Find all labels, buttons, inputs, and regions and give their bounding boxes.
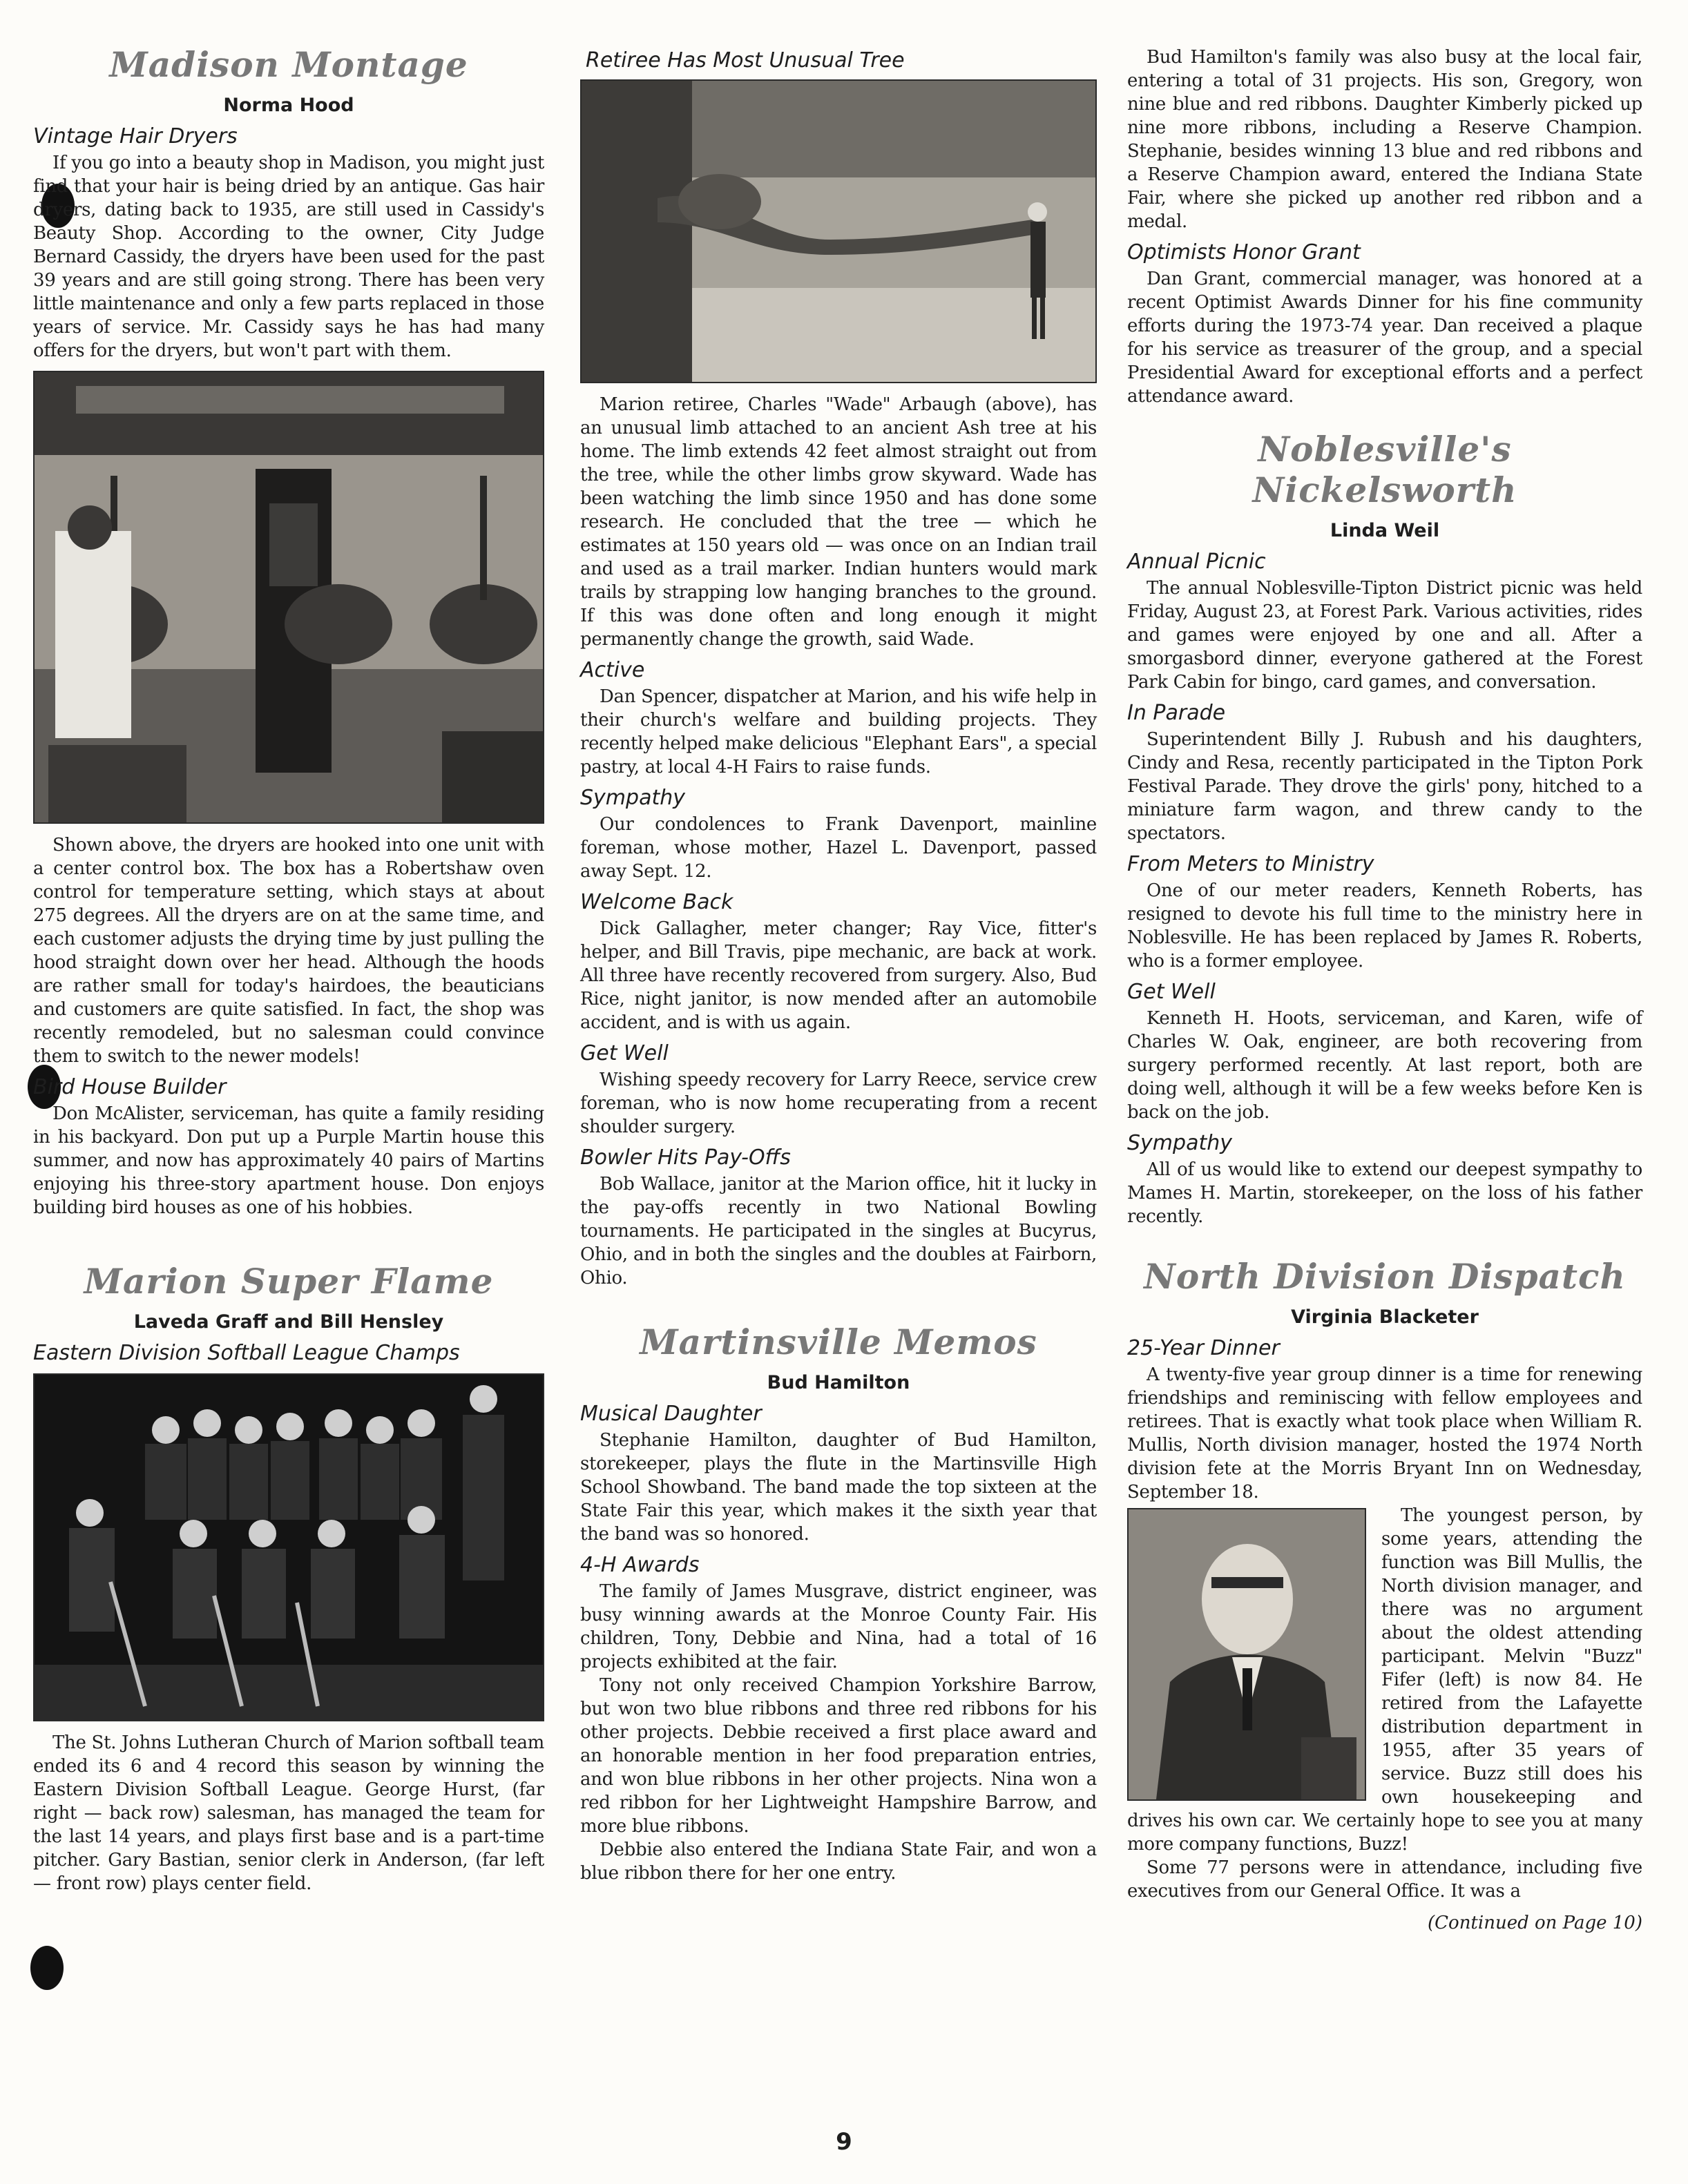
article-bird-house-builder: Don McAlister, serviceman, has quite a family residing in his backyard. Don put up a Purple Martin house this summer, and now has approximately 40 pairs of Martins enjoying his three-story apartment house. Don enjoys building bird houses as one of his hobbies. <box>33 1103 544 1218</box>
hair-dryers-illustration <box>35 372 544 822</box>
softball-team-illustration <box>35 1375 544 1720</box>
heading-optimists-honor: Optimists Honor Grant <box>1127 240 1361 264</box>
article-25-year-dinner-p1: A twenty-five year group dinner is a time for renewing friendships and reminiscing with fellow employees and retirees. That is exactly what took place when William R. Mullis, North division manager, hosted the 1974 North division fete at the Morris Bryant Inn on Wednesday, September 18. <box>1127 1364 1642 1502</box>
article-optimists-honor: Dan Grant, commercial manager, was honored at a recent Optimist Awards Dinner for his fine community efforts during the 1973-74 year. Dan received a plaque for his service as treasurer of the group, and a special Presidential Award for exceptional efforts and a perfect attendance award. <box>1127 269 1642 407</box>
article-active: Dan Spencer, dispatcher at Marion, and his wife help in their church's welfare and building projects. They recently helped make delicious "Elephant Ears", a special pastry, at local 4-H Fairs to raise funds. <box>580 686 1097 777</box>
byline-norma-hood: Norma Hood <box>223 95 354 116</box>
article-sympathy: Our condolences to Frank Davenport, mainline foreman, whose mother, Hazel L. Davenport, passed away Sept. 12. <box>580 814 1097 882</box>
heading-musical-daughter: Musical Daughter <box>580 1402 762 1426</box>
heading-active: Active <box>580 658 645 682</box>
article-vintage-hair-dryers: If you go into a beauty shop in Madison, you might just find that your hair is being dried by an antique. Gas hair dryers, dating back to 1935, are still used in Cassidy's Beauty Shop. According to the owner, City Judge Bernard Cassidy, the dryers have been used for the past 39 years and are still going strong. There has been very little maintenance and only a few parts replaced in those years of service. Mr. Cassidy says he has had many offers for the dryers, but won't part with them. <box>33 153 544 361</box>
byline-virginia-blacketer: Virginia Blacketer <box>1291 1306 1479 1328</box>
heading-4h-awards: 4-H Awards <box>580 1553 700 1577</box>
section-title-marion-super-flame: Marion Super Flame <box>84 1261 494 1302</box>
article-meters-ministry: One of our meter readers, Kenneth Roberts, has resigned to devote his full time to the ministry here in Noblesville. He has been replaced by James R. Roberts, who is a former employee. <box>1127 880 1642 972</box>
photo-buzz-fifer <box>1127 1508 1366 1801</box>
article-annual-picnic: The annual Noblesville-Tipton District picnic was held Friday, August 23, at Forest Park. Various activities, rides and games were enjoyed by one and all. After a smorgasbord dinner, everyone gathered at the Forest Park Cabin for bingo, card games, and conversation. <box>1127 578 1642 693</box>
article-25-year-dinner-p3: Some 77 persons were in attendance, including five executives from our General Office. It was a <box>1127 1857 1642 1902</box>
heading-sympathy: Sympathy <box>580 786 685 810</box>
article-4h-awards-p2: Tony not only received Champion Yorkshire Barrow, but won two blue ribbons and three red ribbons for his other projects. Debbie received a first place award and an honorable mention in her food preparation entries, and won blue ribbons in her other projects. Nina won a red ribbon for her Lightweight Hampshire Barrow, and more blue ribbons. <box>580 1675 1097 1837</box>
heading-vintage-hair-dryers: Vintage Hair Dryers <box>33 124 238 148</box>
article-sympathy-noblesville: All of us would like to extend our deepest sympathy to Mames H. Martin, storekeeper, on the loss of his father recently. <box>1127 1159 1642 1227</box>
buzz-fifer-portrait <box>1129 1509 1365 1799</box>
article-get-well-noblesville: Kenneth H. Hoots, serviceman, and Karen, wife of Charles W. Oak, engineer, are both recovering from surgery performed recently. At last report, both are doing well, although it will be a few weeks before Ken is back on the job. <box>1127 1008 1642 1123</box>
column-3 <box>1127 46 1642 1933</box>
section-title-martinsville-memos: Martinsville Memos <box>640 1322 1037 1362</box>
page-number: 9 <box>836 2128 852 2156</box>
caption-hair-dryers: Shown above, the dryers are hooked into one unit with a center control box. The box has a Robertshaw oven control for temperature setting, which stays at about 275 degrees. All the dryers are on at the same time, and each customer adjusts the drying time by just pulling the hood straight down over her head. Although the hoods are rather small for today's hairdoes, the beauticians and customers are quite satisfied. In fact, the shop was recently remodeled, but no salesman could convince them to switch to the newer models! <box>33 835 544 1067</box>
caption-softball-team: The St. Johns Lutheran Church of Marion softball team ended its 6 and 4 record this season by winning the Eastern Division Softball League. George Hurst, (far right — back row) salesman, has managed the team for the last 14 years, and plays first base and is a part-time pitcher. Gary Bastian, senior clerk in Anderson, (far left — front row) plays center field. <box>33 1732 544 1894</box>
article-welcome-back: Dick Gallagher, meter changer; Ray Vice, fitter's helper, and Bill Travis, pipe mechanic, are back at work. All three have recently recovered from surgery. Also, Bud Rice, night janitor, is now mended after an automobile accident, and is with us again. <box>580 918 1097 1033</box>
photo-softball-team <box>33 1373 544 1721</box>
heading-sympathy-noblesville: Sympathy <box>1127 1131 1232 1155</box>
article-hamilton-family: Bud Hamilton's family was also busy at the local fair, entering a total of 31 projects. His son, Gregory, won nine blue and red ribbons. Daughter Kimberly picked up nine more ribbons, including a Reserve Champion. Stephanie, besides winning 13 blue and red ribbons and a Reserve Champion award, entered the Indiana State Fair, where she picked up another red ribbon and a medal. <box>1127 47 1642 232</box>
punch-hole-bottom <box>30 1946 64 1990</box>
tree-limb-illustration <box>582 81 1097 382</box>
article-get-well: Wishing speedy recovery for Larry Reece, service crew foreman, who is now home recuperating from a recent shoulder surgery. <box>580 1070 1097 1137</box>
column-1 <box>33 41 544 1895</box>
heading-softball-champs: Eastern Division Softball League Champs <box>33 1341 460 1365</box>
article-bowler: Bob Wallace, janitor at the Marion office, hit it lucky in the pay-offs recently in two National Bowling tournaments. He participated in the singles at Bucyrus, Ohio, and in both the singles and the doubles at Fairborn, Ohio. <box>580 1174 1097 1288</box>
continued-note: (Continued on Page 10) <box>1428 1913 1642 1933</box>
article-25-year-dinner-p2: The youngest person, by some years, attending the function was Bill Mullis, the North division manager, and there was no argument about the oldest attending participant. Melvin "Buzz" Fifer (left) is now 84. He retired from the Lafayette distribution department in 1955, after 35 years of service. Buzz still does his own housekeeping and drives his own car. We certainly hope to see you at many more company functions, Buzz! <box>1127 1505 1642 1855</box>
heading-get-well: Get Well <box>580 1041 669 1065</box>
heading-in-parade: In Parade <box>1127 701 1226 725</box>
photo-unusual-tree <box>580 79 1097 383</box>
photo-hair-dryers <box>33 371 544 824</box>
byline-linda-weil: Linda Weil <box>1330 520 1440 541</box>
heading-unusual-tree: Retiree Has Most Unusual Tree <box>586 48 905 73</box>
article-musical-daughter: Stephanie Hamilton, daughter of Bud Hamilton, storekeeper, plays the flute in the Martinsville High School Showband. The band made the top sixteen at the State Fair this year, which makes it the sixth year that the band was so honored. <box>580 1430 1097 1545</box>
byline-bud-hamilton: Bud Hamilton <box>767 1372 910 1393</box>
heading-25-year-dinner: 25-Year Dinner <box>1127 1336 1280 1360</box>
heading-annual-picnic: Annual Picnic <box>1127 550 1266 574</box>
column-2 <box>580 41 1097 1885</box>
byline-graff-hensley: Laveda Graff and Bill Hensley <box>133 1311 444 1333</box>
heading-meters-ministry: From Meters to Ministry <box>1127 852 1374 876</box>
section-title-north-division: North Division Dispatch <box>1144 1256 1626 1297</box>
article-4h-awards-p1: The family of James Musgrave, district engineer, was busy winning awards at the Monroe County Fair. His children, Tony, Debbie and Nina, had a total of 16 projects exhibited at the fair. <box>580 1581 1097 1672</box>
article-4h-awards-p3: Debbie also entered the Indiana State Fair, and won a blue ribbon there for her one entry. <box>580 1839 1097 1884</box>
section-title-madison-montage: Madison Montage <box>109 44 468 85</box>
heading-bowler: Bowler Hits Pay-Offs <box>580 1146 791 1170</box>
caption-unusual-tree: Marion retiree, Charles "Wade" Arbaugh (above), has an unusual limb attached to an ancient Ash tree at his home. The limb extends 42 feet almost straight out from the tree, while the other limbs grow skyward. Wade has been watching the limb since 1950 and has done some research. He concluded that the tree — which he estimates at 150 years old — was once on an Indian trail and used as a trail marker. Indian hunters would mark trails by strapping low hanging branches to the ground. If this was done often and long enough it might permanently change the growth, said Wade. <box>580 394 1097 650</box>
heading-bird-house-builder: Bird House Builder <box>33 1075 227 1099</box>
heading-welcome-back: Welcome Back <box>580 890 733 914</box>
heading-get-well-noblesville: Get Well <box>1127 980 1216 1004</box>
section-title-noblesville: Noblesville's Nickelsworth <box>1252 429 1517 510</box>
article-in-parade: Superintendent Billy J. Rubush and his daughters, Cindy and Resa, recently participated in the Tipton Pork Festival Parade. They drove the girls' pony, hitched to a miniature farm wagon, and threw candy to the spectators. <box>1127 729 1642 844</box>
